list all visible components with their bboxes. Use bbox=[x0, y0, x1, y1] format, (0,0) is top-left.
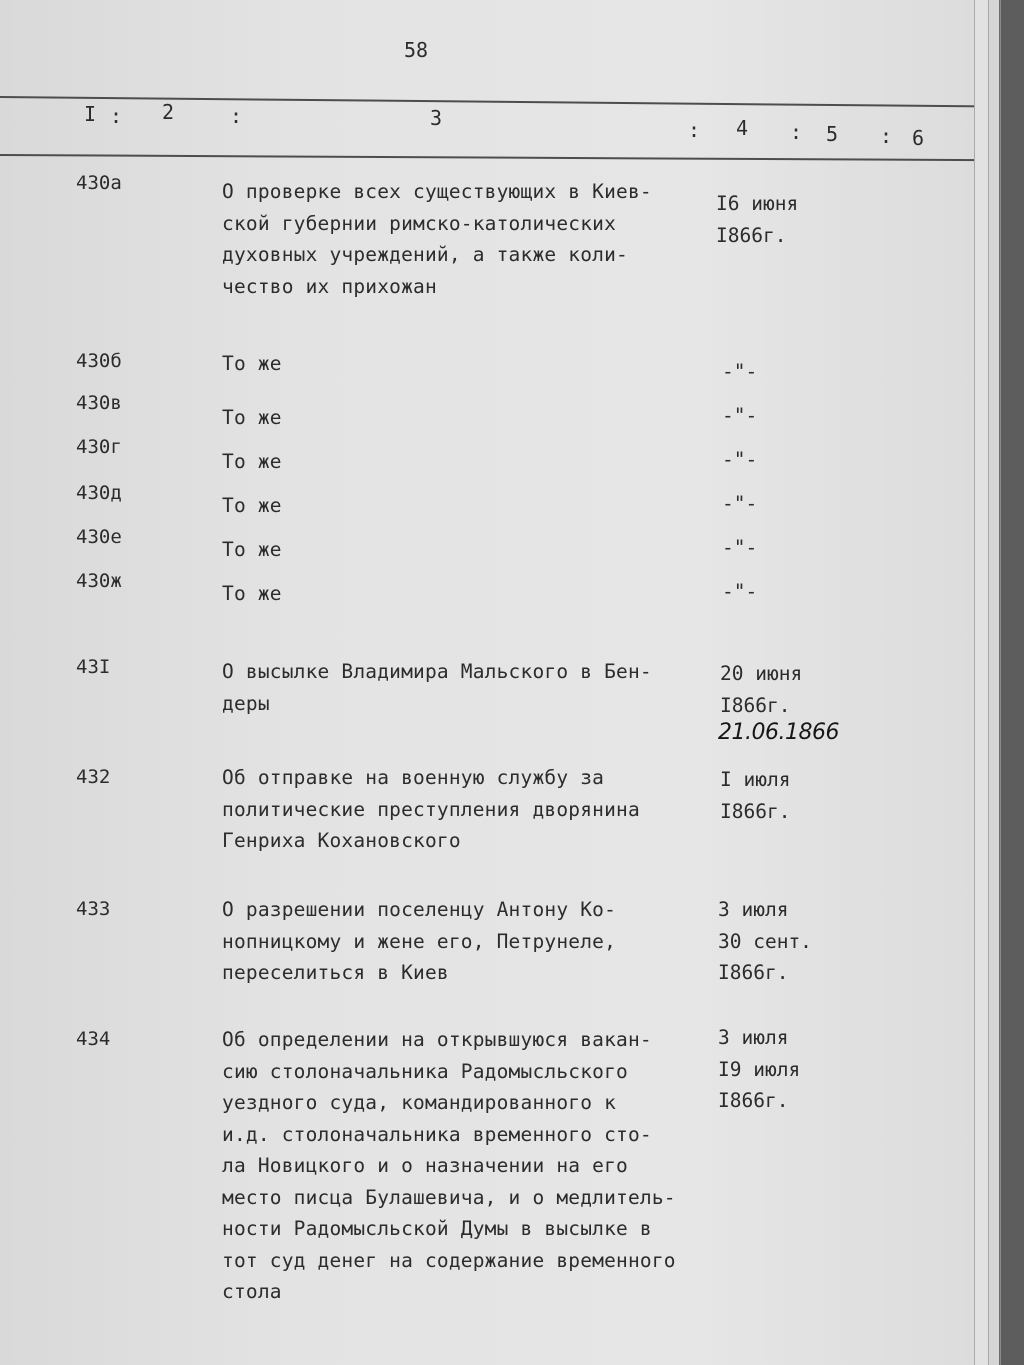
description-line: духовных учреждений, а также коли- bbox=[222, 243, 628, 266]
row-date bbox=[718, 894, 838, 989]
header-top-rule bbox=[0, 96, 982, 107]
row-number: 430а bbox=[76, 172, 122, 194]
row-description bbox=[222, 402, 712, 434]
description-line: Генриха Кохановского bbox=[222, 829, 461, 852]
row-date bbox=[718, 1022, 838, 1117]
row-date bbox=[716, 188, 836, 251]
description-line: Об отправке на военную службу за bbox=[222, 766, 605, 789]
description-line: чество их прихожан bbox=[222, 274, 437, 298]
date-line: I866г. bbox=[720, 693, 791, 717]
page-number: 58 bbox=[404, 38, 429, 62]
row-date bbox=[722, 576, 842, 608]
row-number: 43I bbox=[76, 656, 111, 678]
row-number: 430б bbox=[76, 350, 122, 372]
date-line: -"- bbox=[722, 536, 758, 559]
row-number: 430ж bbox=[76, 570, 122, 592]
date-line: 3 июля bbox=[718, 898, 789, 921]
date-line: I866г. bbox=[716, 223, 787, 247]
date-line: I866г. bbox=[720, 799, 791, 823]
description-line: О высылке Владимира Мальского в Бен- bbox=[222, 660, 652, 683]
row-number: 434 bbox=[76, 1028, 111, 1050]
row-description bbox=[222, 894, 712, 989]
row-number: 430д bbox=[76, 482, 122, 504]
header-sep-4: : bbox=[790, 120, 803, 144]
row-date bbox=[720, 764, 840, 827]
date-line: I6 июня bbox=[716, 192, 799, 215]
description-line: и.д. столоначальника временного сто- bbox=[222, 1122, 652, 1146]
row-description bbox=[222, 656, 712, 719]
stacked-page-edge bbox=[988, 0, 999, 1365]
header-col-1: I bbox=[84, 102, 97, 126]
row-description bbox=[222, 762, 712, 857]
description-line: тот суд денег на содержание временного bbox=[222, 1248, 676, 1272]
row-description bbox=[222, 446, 712, 478]
description-line: место писца Булашевича, и о медлитель- bbox=[222, 1185, 676, 1209]
description-line: уездного суда, командированного к bbox=[222, 1091, 617, 1114]
handwritten-date-note: 21.06.1866 bbox=[718, 720, 839, 745]
row-date bbox=[722, 444, 842, 476]
header-col-5: 5 bbox=[826, 122, 839, 146]
date-line: I9 июля bbox=[718, 1057, 801, 1081]
row-date bbox=[720, 658, 840, 721]
description-line: То же bbox=[222, 538, 282, 561]
background-surface bbox=[1000, 0, 1024, 1365]
header-sep-1: : bbox=[110, 104, 123, 128]
row-number: 433 bbox=[76, 898, 111, 920]
description-line: О проверке всех существующих в Киев- bbox=[222, 180, 652, 203]
date-line: I866г. bbox=[718, 1089, 789, 1112]
row-description bbox=[222, 1024, 712, 1308]
date-line: -"- bbox=[722, 580, 758, 603]
description-line: политические преступления дворянина bbox=[222, 797, 640, 821]
description-line: деры bbox=[222, 691, 270, 715]
row-description bbox=[222, 578, 712, 610]
row-date bbox=[722, 400, 842, 432]
row-description bbox=[222, 348, 712, 380]
date-line: -"- bbox=[722, 492, 758, 515]
description-line: стола bbox=[222, 1280, 282, 1303]
date-line: -"- bbox=[722, 448, 758, 471]
description-line: переселиться в Киев bbox=[222, 961, 449, 984]
description-line: сию столоначальника Радомысльского bbox=[222, 1059, 628, 1083]
header-col-3: 3 bbox=[430, 106, 443, 130]
description-line: То же bbox=[222, 352, 282, 375]
row-description bbox=[222, 176, 712, 302]
header-sep-3: : bbox=[688, 118, 701, 142]
date-line: 20 июня bbox=[720, 662, 803, 685]
row-date bbox=[722, 532, 842, 564]
header-col-2: 2 bbox=[162, 100, 175, 124]
row-description bbox=[222, 534, 712, 566]
row-number: 430е bbox=[76, 526, 122, 548]
date-line: I июля bbox=[720, 768, 791, 791]
description-line: ла Новицкого и о назначении на его bbox=[222, 1154, 628, 1177]
description-line: ской губернии римско-католических bbox=[222, 211, 617, 235]
description-line: То же bbox=[222, 450, 282, 473]
date-line: 3 июля bbox=[718, 1026, 789, 1049]
header-bottom-rule bbox=[0, 154, 982, 161]
description-line: То же bbox=[222, 582, 282, 605]
date-line: -"- bbox=[722, 404, 758, 427]
description-line: Об определении на открывшуюся вакан- bbox=[222, 1028, 652, 1051]
row-description bbox=[222, 490, 712, 522]
description-line: О разрешении поселенцу Антону Ко- bbox=[222, 898, 617, 921]
description-line: То же bbox=[222, 406, 282, 429]
row-date bbox=[722, 356, 842, 388]
date-line: -"- bbox=[722, 360, 758, 383]
header-sep-5: : bbox=[880, 124, 893, 148]
row-date bbox=[722, 488, 842, 520]
header-sep-2: : bbox=[230, 104, 243, 128]
date-line: I866г. bbox=[718, 961, 789, 984]
description-line: То же bbox=[222, 494, 282, 517]
stacked-page-edge bbox=[974, 0, 989, 1365]
row-number: 432 bbox=[76, 766, 111, 788]
header-col-6: 6 bbox=[912, 126, 925, 150]
row-number: 430г bbox=[76, 436, 122, 458]
date-line: 30 сент. bbox=[718, 929, 812, 953]
row-number: 430в bbox=[76, 392, 122, 414]
description-line: ности Радомысльской Думы в высылке в bbox=[222, 1217, 652, 1240]
header-col-4: 4 bbox=[736, 116, 749, 140]
description-line: нопницкому и жене его, Петрунеле, bbox=[222, 929, 617, 953]
